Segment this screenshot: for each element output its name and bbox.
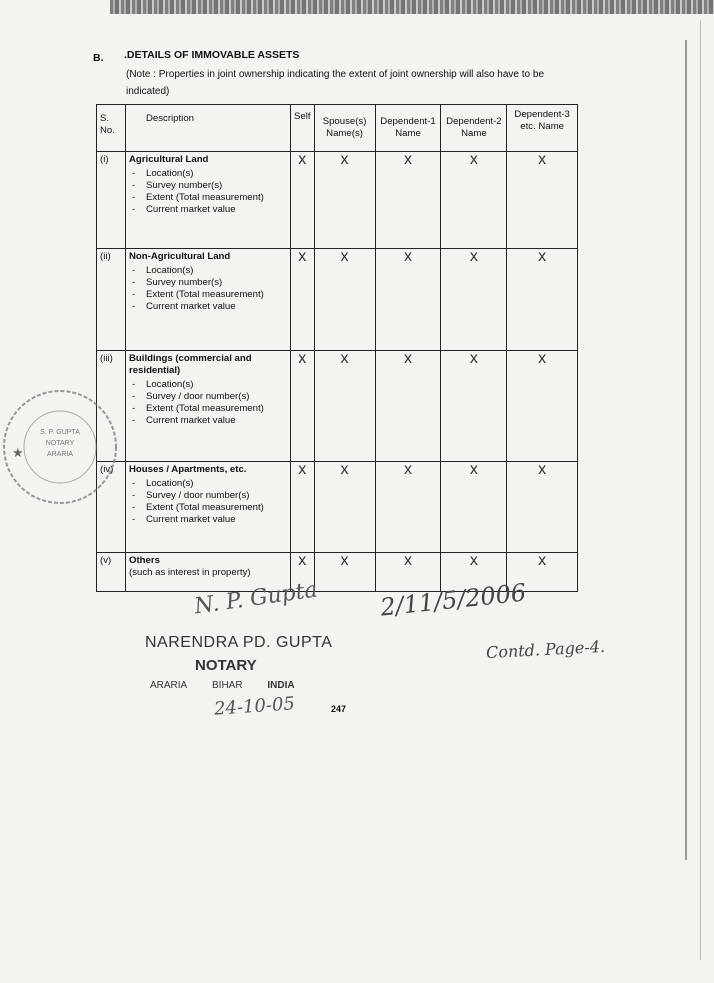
list-item: - Extent (Total measurement) [129,403,287,415]
row-description [126,152,291,249]
section-id: B. [93,52,104,64]
page-number: 247 [331,704,347,714]
header-dependent-2: Dependent-2 Name [441,105,507,152]
section-title: .DETAILS OF IMMOVABLE ASSETS [124,49,300,61]
list-item: - Survey number(s) [129,180,287,192]
stamp-line-3: ARARIA [46,451,74,458]
row-description [126,249,291,351]
cross-mark: x [441,249,507,351]
cross-mark: x [291,152,315,249]
list-item: - Location(s) [129,168,287,180]
header-self: Self [291,105,315,152]
row-description [126,351,291,462]
cross-mark: x [314,553,375,592]
cross-mark: x [314,351,375,462]
cross-mark: x [314,152,375,249]
list-item: - Extent (Total measurement) [129,289,287,301]
list-item: - Location(s) [129,478,287,490]
place-town: ARARIA [150,680,188,691]
list-item: - Extent (Total measurement) [129,192,287,204]
table-row [97,351,578,462]
table-row [97,249,578,351]
row-item-list [129,265,287,313]
header-dependent-3: Dependent-3 etc. Name [507,105,578,152]
row-category: Houses / Apartments, etc. [129,464,247,475]
list-item: - Survey / door number(s) [129,490,287,502]
notary-title: NOTARY [195,657,257,674]
continued-note: Contd. Page-4. [485,636,606,663]
list-item: - Survey / door number(s) [129,391,287,403]
place-state: BIHAR [212,680,243,691]
star-icon: ★ [12,445,24,460]
list-item: - Current market value [129,514,287,526]
cross-mark: x [375,553,441,592]
cross-mark: x [507,462,578,553]
cross-mark: x [314,249,375,351]
place-country: INDIA [267,680,295,691]
row-subcategory: (such as interest in property) [129,567,251,578]
cross-mark: x [507,553,578,592]
row-sno: (iv) [97,462,126,553]
header-description: Description [126,105,291,152]
header-spouse: Spouse(s) Name(s) [314,105,375,152]
header-dependent-1: Dependent-1 Name [375,105,441,152]
notary-place [150,680,317,691]
cross-mark: x [375,462,441,553]
signature-right: 2/11/5/2006 [378,578,528,622]
row-category: Agricultural Land [129,154,209,165]
row-sno: (i) [97,152,126,249]
cross-mark: x [441,553,507,592]
cross-mark: x [291,351,315,462]
cross-mark: x [314,462,375,553]
table-row [97,152,578,249]
cross-mark: x [441,152,507,249]
list-item: - Survey number(s) [129,277,287,289]
scan-edge-line [685,40,687,860]
cross-mark: x [291,553,315,592]
cross-mark: x [441,351,507,462]
cross-mark: x [507,351,578,462]
stamp-line-2: NOTARY [45,440,75,447]
row-category: Buildings (commercial and residential) [129,353,252,376]
row-sno: (v) [97,553,126,592]
cross-mark: x [291,249,315,351]
notary-seal-stamp [2,372,122,522]
cross-mark: x [375,152,441,249]
cross-mark: x [507,249,578,351]
list-item: - Location(s) [129,265,287,277]
cross-mark: x [441,462,507,553]
row-item-list [129,478,287,526]
row-category: Non-Agricultural Land [129,251,231,262]
notary-signature: N. P. Gupta [192,577,320,620]
table-row [97,462,578,553]
cross-mark: x [507,152,578,249]
list-item: - Current market value [129,204,287,216]
row-sno: (iii) [97,351,126,462]
list-item: - Current market value [129,301,287,313]
header-sno: S. No. [97,105,126,152]
scan-noise-bar [110,0,714,14]
stamp-line-1: S. P. GUPTA [40,429,80,436]
notary-name: NARENDRA PD. GUPTA [145,634,333,651]
row-category: Others [129,555,160,566]
cross-mark: x [375,351,441,462]
cross-mark: x [375,249,441,351]
row-description [126,462,291,553]
immovable-assets-table [96,104,578,592]
row-item-list [129,379,287,427]
list-item: - Extent (Total measurement) [129,502,287,514]
cross-mark: x [291,462,315,553]
scan-edge-line [700,20,701,960]
row-item-list [129,168,287,216]
table-header-row [97,105,578,152]
row-sno: (ii) [97,249,126,351]
notary-date: 24-10-05 [213,693,296,720]
list-item: - Location(s) [129,379,287,391]
list-item: - Current market value [129,415,287,427]
section-note: (Note : Properties in joint ownership indicating the extent of joint ownership will also have to be indicated) [126,69,545,97]
